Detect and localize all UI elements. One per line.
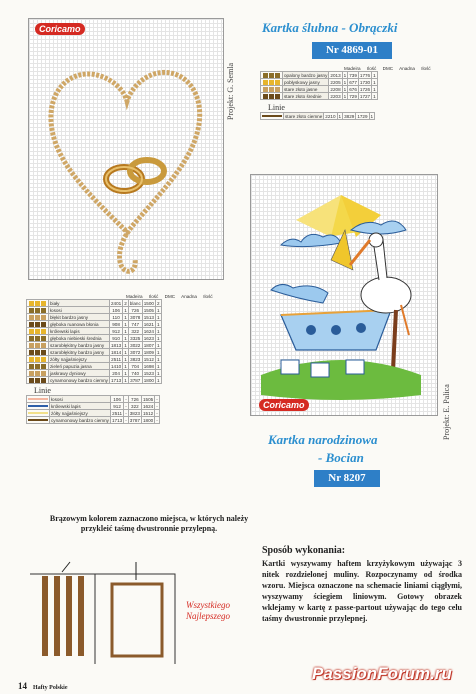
legend-qty2: - (156, 403, 158, 409)
bottom-lines-table (26, 395, 160, 424)
legend-qty2: 1 (156, 370, 160, 376)
legend-swatch (27, 300, 49, 307)
legend-swatch (27, 335, 49, 342)
legend-qty2: 1 (156, 342, 160, 348)
heart-rings-pattern (29, 19, 223, 279)
legend-anchor: 1727 (359, 93, 371, 99)
legend-row (27, 403, 160, 410)
legend-qty2: 2 (156, 300, 160, 306)
legend-madeira: 1410 (110, 363, 122, 369)
legend-row (261, 93, 378, 100)
header-dmc: DMC (164, 294, 176, 299)
top-legend-table (260, 71, 378, 100)
legend-swatch (27, 321, 49, 328)
legend-anchor: 1523 (143, 370, 154, 376)
legend-qty: 1 (343, 79, 347, 85)
watermark: PassionForum.ru (312, 664, 452, 683)
legend-madeira: 2203 (330, 93, 341, 99)
bottom-project-credit: Projekt: E. Palica (442, 384, 451, 440)
legend-row (261, 72, 378, 79)
legend-qty2: 1 (373, 79, 376, 85)
legend-qty: 1 (124, 377, 127, 383)
legend-anchor: 1623 (143, 335, 154, 341)
tape-note: Brązowym kolorem zaznaczono miejsca, w których należy przykleić taśmę dwustronnie przylepną. (49, 514, 249, 533)
legend-dmc: 739 (349, 72, 357, 78)
legend-anchor: 1505 (142, 396, 154, 402)
legend-color-name: pobłyskowy jasny (283, 79, 329, 86)
legend-qty2: 1 (156, 321, 160, 327)
top-project-credit: Projekt: G. Semla (226, 62, 235, 120)
legend-row (27, 349, 162, 356)
legend-color-name: cynamonowy bardzo ciemny (51, 417, 109, 423)
legend-qty2: - (156, 410, 158, 416)
legend-row (27, 321, 162, 328)
legend-row (27, 396, 160, 403)
legend-swatch (27, 356, 49, 363)
legend-madeira: 106 (110, 396, 123, 403)
legend-qty: 2 (124, 300, 127, 306)
legend-qty: 1 (124, 321, 127, 327)
header-anchor: Anadna (399, 66, 415, 71)
legend-dmc: 322 (128, 403, 141, 410)
legend-color-name: królewski lapis (50, 403, 111, 410)
legend-color-name: cynamonowy bardzo ciemny (50, 377, 108, 383)
bottom-lines-label: Linie (34, 386, 51, 395)
bottom-legend-header (126, 294, 213, 299)
legend-qty: 1 (124, 349, 127, 355)
brand-logo-2: Coricamo (259, 399, 309, 411)
legend-madeira: 910 (109, 335, 122, 342)
legend-qty2: 1 (156, 356, 160, 362)
legend-row (27, 342, 162, 349)
legend-qty2: - (156, 396, 158, 402)
legend-color-name: żółty najjaśniejszy (50, 410, 111, 417)
legend-dmc: 726 (128, 396, 141, 403)
header-madeira: Madeira (344, 66, 361, 71)
legend-qty: 1 (124, 314, 127, 320)
legend-qty2: 1 (373, 86, 376, 92)
legend-swatch (261, 86, 283, 93)
bottom-card-number: Nr 8207 (314, 470, 380, 487)
legend-madeira: 2511 (112, 410, 123, 416)
legend-qty: 1 (124, 342, 127, 348)
legend-color-name: zieleń papuzia jasna (49, 363, 110, 370)
legend-color-name: głęboka niebieski średnia (49, 335, 110, 342)
legend-color-name: łososi (50, 396, 111, 403)
legend-anchor: 1729 (357, 113, 368, 119)
legend-color-name: królewski lapis (49, 328, 110, 335)
legend-anchor: 1505 (143, 307, 154, 313)
legend-dmc: 3325 (130, 335, 141, 341)
legend-madeira: 908 (109, 321, 122, 328)
legend-color-name: jaskrawy dyniowy (49, 370, 110, 377)
legend-qty2: 1 (156, 328, 160, 334)
bottom-legend-table (26, 299, 162, 384)
legend-swatch (27, 370, 49, 377)
legend-qty: 1 (343, 86, 347, 92)
legend-qty: 1 (124, 363, 127, 369)
legend-row (261, 79, 378, 86)
legend-qty2: 1 (156, 314, 160, 320)
legend-dmc: 676 (349, 86, 357, 92)
legend-madeira: 1713 (110, 377, 122, 383)
legend-madeira: 2208 (330, 86, 341, 92)
legend-qty2: - (156, 417, 158, 423)
tape-diagram (20, 544, 250, 664)
rings-chart (28, 18, 224, 280)
bottom-card-subtitle: - Bocian (318, 450, 364, 465)
legend-qty2: 1 (373, 93, 376, 99)
header-anchor: Anadna (181, 294, 197, 299)
legend-anchor: 1726 (359, 86, 371, 92)
legend-row (261, 113, 375, 120)
legend-row (27, 335, 162, 342)
legend-swatch (27, 396, 50, 403)
legend-qty: 1 (124, 307, 127, 313)
legend-color-name: głęboka ruanowa błonia (49, 321, 110, 328)
header-qty: Ilość (366, 66, 377, 71)
page-number: 14 (18, 681, 27, 691)
legend-row (27, 300, 162, 307)
top-card-number: Nr 4869-01 (312, 42, 392, 59)
legend-row (27, 410, 160, 417)
legend-dmc: 3787 (130, 377, 141, 383)
legend-anchor: 1512 (142, 410, 154, 416)
legend-swatch (27, 363, 49, 370)
legend-swatch (27, 342, 49, 349)
header-qty2: Ilość (421, 66, 431, 71)
legend-anchor: 1800 (143, 377, 154, 383)
legend-dmc: 3829 (344, 113, 355, 119)
legend-swatch (27, 307, 49, 314)
legend-madeira: 2511 (111, 356, 122, 362)
legend-swatch (27, 328, 49, 335)
legend-row (27, 356, 162, 363)
legend-anchor: 1624 (143, 328, 154, 334)
legend-dmc: 3823 (130, 356, 141, 362)
legend-madeira: 2210 (325, 113, 336, 119)
legend-swatch (261, 72, 283, 79)
bottom-card-title: Kartka narodzinowa (268, 432, 378, 447)
top-card-title: Kartka ślubna - Obrączki (262, 20, 398, 35)
legend-qty2: 1 (156, 349, 160, 355)
legend-row (261, 86, 378, 93)
legend-row (27, 370, 162, 377)
legend-dmc: 3787 (129, 417, 140, 423)
legend-row (27, 417, 160, 424)
header-dmc: DMC (382, 66, 394, 71)
legend-dmc: 704 (128, 363, 142, 370)
legend-qty: 1 (343, 93, 347, 99)
legend-madeira: 204 (109, 370, 122, 377)
legend-anchor: 1512 (143, 356, 154, 362)
legend-swatch (27, 410, 50, 417)
legend-dmc: 3022 (130, 342, 141, 348)
stork-boat-pattern (251, 175, 437, 415)
legend-anchor: 1500 (143, 300, 154, 306)
legend-swatch (27, 377, 49, 384)
legend-qty: - (125, 396, 127, 402)
legend-color-name: szarobłękitny bardzo jasny (49, 342, 110, 349)
legend-row (27, 307, 162, 314)
legend-anchor: 1698 (143, 363, 154, 369)
legend-anchor: 1776 (359, 72, 371, 78)
legend-dmc: 322 (128, 328, 142, 335)
legend-madeira: 2401 (110, 300, 122, 306)
legend-qty2: 1 (370, 113, 374, 119)
legend-madeira: 912 (109, 328, 122, 335)
legend-color-name: biały (49, 300, 110, 307)
header-madeira: Madeira (126, 294, 143, 299)
legend-qty: 1 (338, 113, 342, 119)
legend-madeira: 110 (109, 314, 122, 321)
legend-color-name: szarobłękitny bardzo jasny (49, 349, 110, 356)
legend-qty: 1 (124, 335, 127, 341)
legend-dmc: 726 (128, 307, 142, 314)
header-qty2: Ilość (203, 294, 213, 299)
legend-row (27, 377, 162, 384)
legend-swatch (261, 113, 284, 120)
legend-qty: 1 (124, 328, 127, 334)
bottom-legend (26, 294, 213, 424)
top-legend-header (344, 66, 431, 71)
legend-madeira: 106 (109, 307, 122, 314)
legend-madeira: 1713 (111, 417, 123, 423)
legend-madeira: 2013 (330, 72, 341, 78)
legend-qty: - (125, 403, 127, 409)
legend-color-name: stare złoto jasne (283, 86, 329, 93)
legend-anchor: 1800 (142, 417, 154, 423)
legend-color-name: stare złoto ciemne (285, 113, 323, 119)
legend-madeira: 1813 (110, 342, 122, 348)
instructions-heading: Sposób wykonania: (262, 545, 346, 556)
legend-color-name: stare złoto średnie (283, 93, 329, 100)
legend-swatch (27, 349, 49, 356)
magazine-name: Hafty Polskie (33, 685, 68, 691)
legend-dmc: 3072 (130, 349, 141, 355)
stork-chart (250, 174, 438, 416)
legend-color-name: błękit bardzo jasny (49, 314, 110, 321)
legend-anchor: 1621 (143, 321, 154, 327)
legend-row (27, 314, 162, 321)
header-qty: Ilość (148, 294, 159, 299)
legend-qty2: 1 (373, 72, 376, 78)
legend-qty2: 1 (156, 377, 160, 383)
legend-qty2: 1 (156, 307, 160, 313)
top-lines-table (260, 112, 375, 120)
legend-qty: 1 (343, 72, 347, 78)
legend-qty: 1 (124, 356, 127, 362)
legend-swatch (27, 417, 50, 424)
legend-qty: 1 (124, 370, 127, 376)
legend-dmc: 729 (349, 93, 357, 99)
legend-swatch (27, 403, 50, 410)
legend-qty: - (125, 417, 127, 423)
legend-qty2: 1 (156, 335, 160, 341)
legend-dmc: 3078 (130, 314, 141, 320)
legend-dmc: 3823 (129, 410, 140, 416)
top-legend (260, 66, 431, 120)
legend-color-name: łososi (49, 307, 110, 314)
legend-row (27, 328, 162, 335)
legend-dmc: blanc (129, 300, 141, 306)
legend-qty2: 1 (156, 363, 160, 369)
legend-swatch (27, 314, 49, 321)
legend-madeira: 2205 (330, 79, 341, 85)
legend-row (27, 363, 162, 370)
page-footer (18, 676, 68, 694)
legend-anchor: 1624 (142, 403, 154, 409)
instructions-body: Kartki wyszywamy haftem krzyżykowym używając 3 nitek rozdzielonej muliny. Rozpoczynamy od środka wzoru. Miejsca oznaczone na schemacie liniami ciągłymi, wyszywamy ściegiem liniowym. Gotowy obrazek wklejamy w kartę z passe-partout używając do tego celu taśmy dwustronnie przylepnej. (262, 559, 462, 623)
legend-anchor: 1730 (359, 79, 371, 85)
legend-anchor: 1513 (143, 314, 154, 320)
legend-qty: - (125, 410, 127, 416)
frame-label: Wszystkiego Najlepszego (186, 600, 230, 621)
brand-logo: Coricamo (35, 23, 85, 35)
legend-dmc: 677 (349, 79, 357, 85)
legend-swatch (261, 93, 283, 100)
legend-madeira: 912 (110, 403, 123, 410)
legend-anchor: 1809 (143, 349, 154, 355)
legend-dmc: 740 (128, 370, 142, 377)
legend-madeira: 1814 (110, 349, 122, 355)
legend-color-name: opalony bardzo jasny (284, 72, 328, 78)
legend-swatch (261, 79, 283, 86)
top-lines-label: Linie (268, 103, 285, 112)
legend-anchor: 1807 (143, 342, 154, 348)
legend-dmc: 747 (128, 321, 142, 328)
legend-color-name: żółty najjaśniejszy (49, 356, 110, 363)
